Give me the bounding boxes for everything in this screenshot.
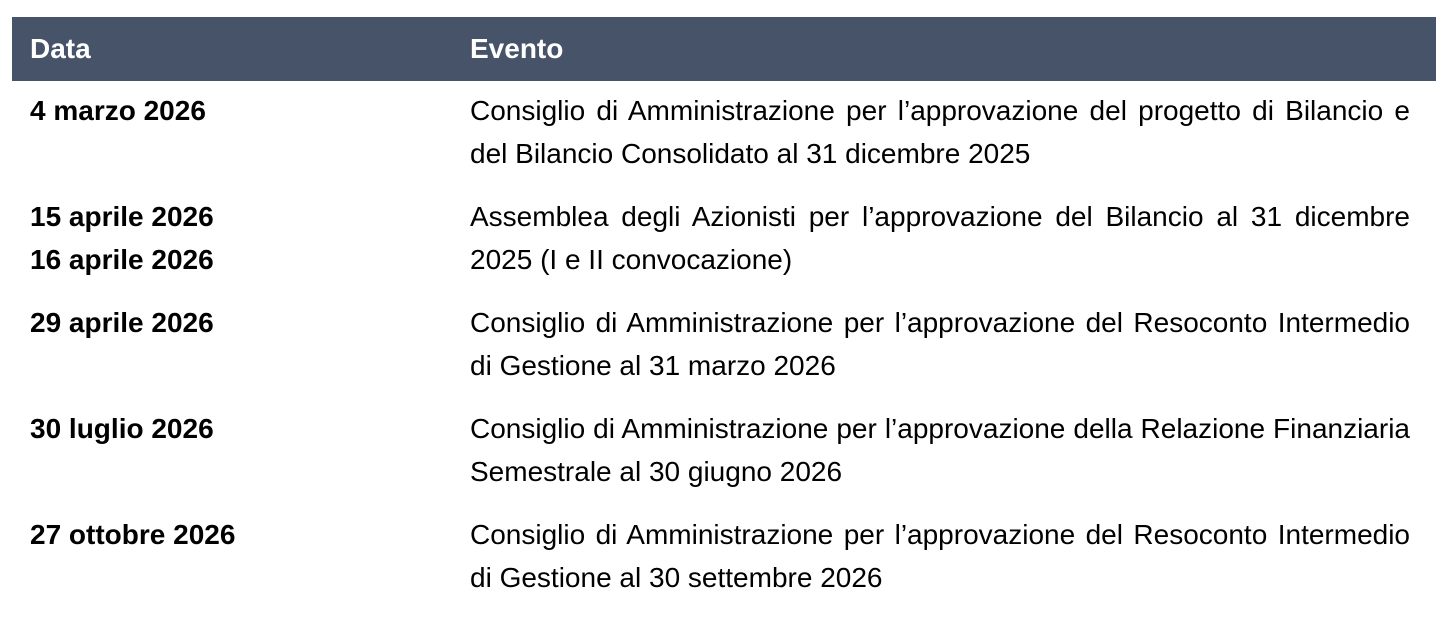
- event-description: Consiglio di Amministrazione per l’approvazione del Resoconto Intermedio di Gestione al 31 marzo 2026: [470, 307, 1410, 381]
- table-row: [12, 513, 1436, 599]
- date-cell: [12, 89, 470, 175]
- table-row: [12, 301, 1436, 387]
- event-description: Consiglio di Amministrazione per l’approvazione del progetto di Bilancio e del Bilancio Consolidato al 31 dicembre 2025: [470, 95, 1410, 169]
- event-description: Consiglio di Amministrazione per l’approvazione del Resoconto Intermedio di Gestione al 30 settembre 2026: [470, 519, 1410, 593]
- date-cell: [12, 513, 470, 599]
- table-row: [12, 407, 1436, 493]
- event-date: 30 luglio 2026: [30, 413, 214, 444]
- date-cell: [12, 195, 470, 281]
- table-row: [12, 195, 1436, 281]
- table-row: [12, 89, 1436, 175]
- event-date: 29 aprile 2026: [30, 307, 214, 338]
- events-calendar-table: [12, 17, 1436, 593]
- date-cell: [12, 407, 470, 493]
- header-date: Data: [30, 33, 91, 64]
- header-event: Evento: [470, 33, 564, 64]
- table-header: [12, 17, 1436, 81]
- event-date: 15 aprile 2026: [30, 201, 214, 232]
- event-date: 16 aprile 2026: [30, 244, 214, 275]
- event-description: Consiglio di Amministrazione per l’approvazione della Relazione Finanziaria Semestrale al 30 giugno 2026: [470, 413, 1410, 487]
- event-date: 27 ottobre 2026: [30, 519, 236, 550]
- date-cell: [12, 301, 470, 387]
- event-date: 4 marzo 2026: [30, 95, 206, 126]
- event-description: Assemblea degli Azionisti per l’approvazione del Bilancio al 31 dicembre 2025 (I e II convocazione): [470, 201, 1410, 275]
